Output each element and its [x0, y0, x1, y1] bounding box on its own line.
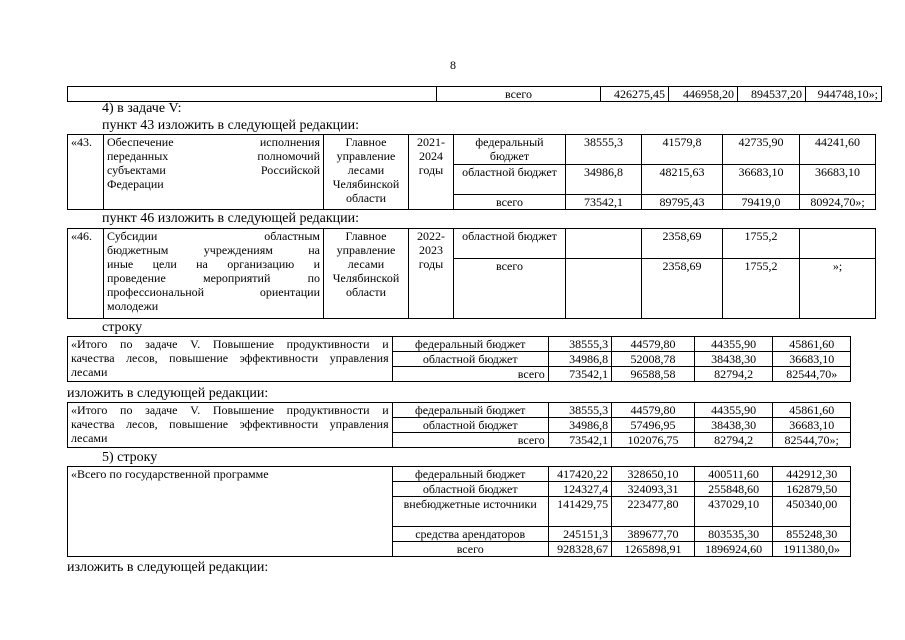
value-cell: 417420,22 [548, 467, 611, 482]
total-description: «Всего по государственной программе [68, 467, 393, 557]
value-cell: 34986,8 [548, 418, 611, 433]
value-cell: 38438,30 [694, 352, 773, 367]
value-cell: 79419,0 [723, 195, 800, 210]
source-cell: всего [437, 87, 601, 102]
source-cell: внебюджетные источники [392, 497, 548, 527]
desc-line: «Итого по задаче V. Повышение продуктивности и [71, 403, 389, 417]
value-cell: 42735,90 [723, 135, 800, 165]
value-cell: 894537,20 [738, 87, 806, 102]
page-number: 8 [450, 58, 456, 72]
desc-line: качества лесов, повышение эффективности управления [71, 351, 389, 365]
value-cell: 82544,70» [773, 367, 851, 382]
value-cell: 96588,58 [612, 367, 695, 382]
desc-line: иные цели на организацию и [107, 257, 320, 271]
value-cell [566, 229, 642, 259]
value-cell: 73542,1 [566, 195, 642, 210]
value-cell: 245151,3 [548, 527, 611, 542]
value-cell: 1755,2 [723, 229, 800, 259]
value-cell: 855248,30 [773, 527, 851, 542]
source-cell: областной бюджет [392, 482, 548, 497]
value-cell: 34986,8 [566, 165, 642, 195]
value-cell: 400511,60 [694, 467, 773, 482]
source-cell: федеральный бюджет [454, 135, 566, 165]
value-cell: 36683,10 [723, 165, 800, 195]
desc-line: проведение мероприятий по [107, 271, 320, 285]
value-cell: 141429,75 [548, 497, 611, 527]
value-cell: 82794,2 [694, 367, 773, 382]
text-line: пункт 43 изложить в следующей редакции: [102, 118, 359, 133]
source-cell: областной бюджет [454, 229, 566, 259]
source-cell: областной бюджет [392, 418, 548, 433]
text-line: изложить в следующей редакции: [67, 386, 269, 401]
item-43-table [67, 134, 876, 210]
value-cell: 255848,60 [694, 482, 773, 497]
value-cell: 82544,70»; [773, 433, 851, 448]
value-cell: 1911380,0» [773, 542, 851, 557]
value-cell: 57496,95 [612, 418, 695, 433]
value-cell: 73542,1 [548, 433, 611, 448]
value-cell: 41579,8 [642, 135, 723, 165]
period: 2022-2023 годы [409, 229, 454, 319]
source-cell: федеральный бюджет [392, 403, 548, 418]
text-line: пункт 46 изложить в следующей редакции: [102, 211, 359, 226]
value-cell [800, 229, 876, 259]
value-cell: 36683,10 [773, 418, 851, 433]
value-cell: 928328,67 [548, 542, 611, 557]
value-cell: 44355,90 [694, 337, 773, 352]
desc-line: лесами [71, 365, 108, 379]
item-number: «43. [68, 135, 104, 210]
value-cell: 328650,10 [612, 467, 695, 482]
value-cell: 944748,10»; [806, 87, 882, 102]
value-cell: 52008,78 [612, 352, 695, 367]
source-cell: федеральный бюджет [392, 337, 548, 352]
desc-line: профессиональной ориентации [107, 285, 320, 299]
top-row-table [67, 86, 882, 102]
value-cell: 437029,10 [694, 497, 773, 527]
value-cell: 2358,69 [642, 259, 723, 319]
value-cell: 2358,69 [642, 229, 723, 259]
source-cell: всего [454, 259, 566, 319]
value-cell: 442912,30 [773, 467, 851, 482]
value-cell: 36683,10 [800, 165, 876, 195]
value-cell: »; [800, 259, 876, 319]
value-cell: 80924,70»; [800, 195, 876, 210]
value-cell: 389677,70 [612, 527, 695, 542]
value-cell [566, 259, 642, 319]
value-cell: 89795,43 [642, 195, 723, 210]
executor: Главное управление лесами Челябинской области [324, 135, 409, 210]
value-cell: 44579,80 [612, 337, 695, 352]
desc-line: Обеспечение исполнения [107, 135, 320, 149]
source-cell: областной бюджет [454, 165, 566, 195]
source-cell: федеральный бюджет [392, 467, 548, 482]
desc-line: молодежи [107, 299, 159, 313]
desc-line: Федерации [107, 177, 164, 191]
desc-line: субъектами Российской [107, 163, 320, 177]
desc-line: бюджетным учреждениям на [107, 243, 320, 257]
desc-line: «Итого по задаче V. Повышение продуктивности и [71, 337, 389, 351]
value-cell: 223477,80 [612, 497, 695, 527]
value-cell: 36683,10 [773, 352, 851, 367]
source-cell: всего [454, 195, 566, 210]
desc-line: лесами [71, 431, 108, 445]
value-cell: 48215,63 [642, 165, 723, 195]
source-cell: средства арендаторов [392, 527, 548, 542]
value-cell: 324093,31 [612, 482, 695, 497]
total-v-new-table [67, 402, 851, 448]
total-description [68, 403, 393, 448]
value-cell: 38555,3 [548, 337, 611, 352]
value-cell: 162879,50 [773, 482, 851, 497]
value-cell: 426275,45 [601, 87, 669, 102]
text-line: 5) строку [102, 450, 158, 465]
value-cell: 34986,8 [548, 352, 611, 367]
value-cell: 803535,30 [694, 527, 773, 542]
source-cell: областной бюджет [392, 352, 548, 367]
value-cell: 124327,4 [548, 482, 611, 497]
total-program-table [67, 466, 851, 557]
value-cell: 44241,60 [800, 135, 876, 165]
desc-line: Субсидии областным [107, 229, 320, 243]
value-cell: 45861,60 [773, 403, 851, 418]
source-cell: всего [392, 542, 548, 557]
value-cell: 45861,60 [773, 337, 851, 352]
desc-line: переданных полномочий [107, 149, 320, 163]
value-cell: 73542,1 [548, 367, 611, 382]
item-description [104, 229, 324, 319]
value-cell: 1896924,60 [694, 542, 773, 557]
source-cell: всего [392, 367, 548, 382]
value-cell: 44355,90 [694, 403, 773, 418]
total-description [68, 337, 393, 382]
value-cell: 38438,30 [694, 418, 773, 433]
value-cell: 38555,3 [566, 135, 642, 165]
desc-line: качества лесов, повышение эффективности управления [71, 417, 389, 431]
value-cell: 44579,80 [612, 403, 695, 418]
executor: Главное управление лесами Челябинской области [324, 229, 409, 319]
source-cell: всего [392, 433, 548, 448]
value-cell: 450340,00 [773, 497, 851, 527]
period: 2021-2024 годы [409, 135, 454, 210]
value-cell: 446958,20 [669, 87, 738, 102]
value-cell: 82794,2 [694, 433, 773, 448]
value-cell: 1265898,91 [612, 542, 695, 557]
item-46-table [67, 228, 876, 319]
item-description [104, 135, 324, 210]
text-line: строку [102, 320, 143, 335]
value-cell: 1755,2 [723, 259, 800, 319]
text-line: 4) в задаче V: [102, 101, 182, 116]
value-cell: 38555,3 [548, 403, 611, 418]
item-number: «46. [68, 229, 104, 319]
text-line: изложить в следующей редакции: [67, 560, 269, 575]
total-v-old-table [67, 336, 851, 382]
value-cell: 102076,75 [612, 433, 695, 448]
